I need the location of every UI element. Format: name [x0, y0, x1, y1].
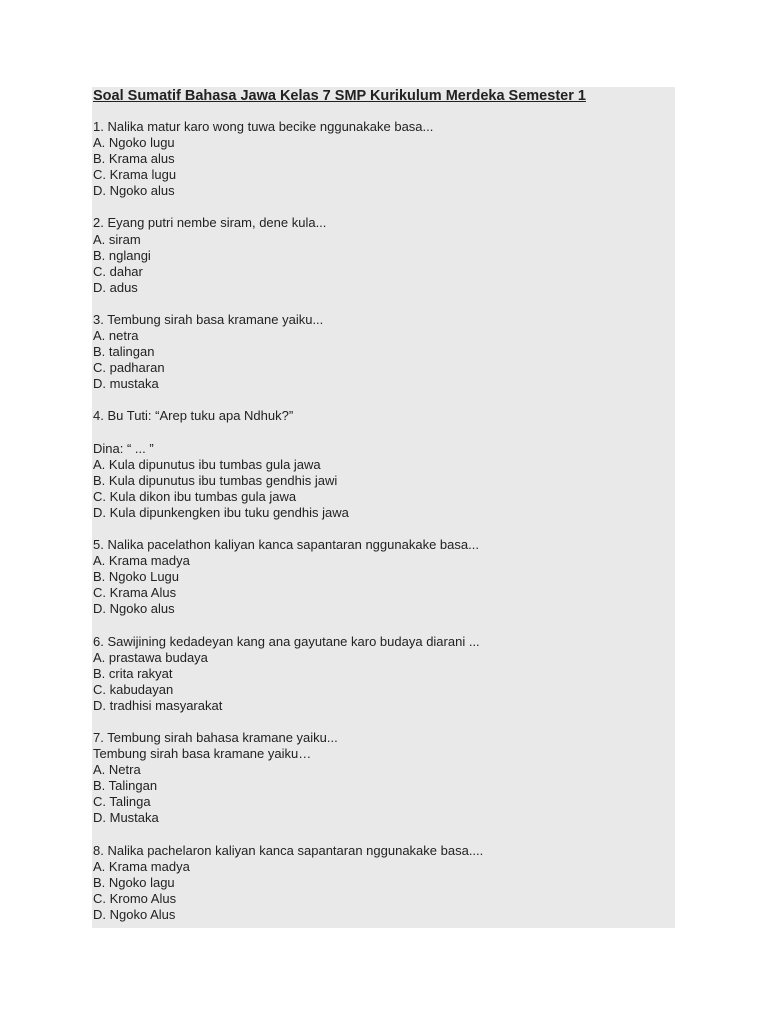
answer-option-b: B. Krama alus — [93, 151, 175, 167]
question-stem: 2. Eyang putri nembe siram, dene kula... — [93, 215, 327, 231]
answer-option-c: C. Talinga — [93, 794, 151, 810]
answer-option-d: D. mustaka — [93, 376, 159, 392]
answer-option-b: B. Kula dipunutus ibu tumbas gendhis jawi — [93, 472, 338, 488]
answer-option-b: B. Talingan — [93, 778, 158, 794]
answer-option-d: D. Ngoko alus — [93, 601, 175, 617]
answer-option-d: D. tradhisi masyarakat — [93, 697, 223, 713]
answer-option-a: A. Ngoko lugu — [93, 135, 175, 151]
answer-option-b: B. nglangi — [93, 247, 151, 263]
question-stem: 3. Tembung sirah basa kramane yaiku... — [93, 311, 324, 327]
document-content — [93, 86, 673, 939]
answer-option-d: D. Ngoko alus — [93, 183, 175, 199]
question-stem: 4. Bu Tuti: “Arep tuku apa Ndhuk?” — [93, 408, 294, 424]
question-2 — [93, 215, 673, 295]
answer-option-d: D. Ngoko Alus — [93, 906, 176, 922]
question-6 — [93, 634, 673, 714]
answer-option-a: A. Krama madya — [93, 858, 190, 874]
question-stem: 1. Nalika matur karo wong tuwa becike nggunakake basa... — [93, 119, 434, 134]
blank-line — [93, 425, 673, 441]
answer-option-d: D. adus — [93, 279, 138, 295]
dialogue-line: Dina: “ ... ” — [93, 440, 154, 456]
question-3 — [93, 312, 673, 392]
question-5 — [93, 537, 673, 617]
document-title: Soal Sumatif Bahasa Jawa Kelas 7 SMP Kurikulum Merdeka Semester 1 — [93, 88, 586, 104]
question-stem: 7. Tembung sirah bahasa kramane yaiku... — [93, 730, 338, 745]
question-stem: 5. Nalika pacelathon kaliyan kanca sapantaran nggunakake basa... — [93, 537, 479, 553]
answer-option-a: A. netra — [93, 328, 139, 344]
answer-option-c: C. Krama lugu — [93, 167, 177, 183]
answer-option-b: B. Ngoko Lugu — [93, 569, 180, 585]
question-1 — [93, 119, 673, 199]
answer-option-d: D. Kula dipunkengken ibu tuku gendhis jawa — [93, 504, 349, 520]
question-stem: 6. Sawijining kedadeyan kang ana gayutane karo budaya diarani ... — [93, 633, 480, 649]
question-7 — [93, 730, 673, 827]
answer-option-c: C. padharan — [93, 360, 165, 376]
answer-option-b: B. crita rakyat — [93, 665, 173, 681]
answer-option-a: A. Krama madya — [93, 553, 190, 569]
answer-option-a: A. Kula dipunutus ibu tumbas gula jawa — [93, 456, 321, 472]
question-4 — [93, 408, 673, 521]
answer-option-c: C. Kromo Alus — [93, 890, 177, 906]
question-stem: 8. Nalika pachelaron kaliyan kanca sapantaran nggunakake basa.... — [93, 842, 484, 858]
answer-option-a: A. siram — [93, 231, 141, 247]
answer-option-d: D. Mustaka — [93, 810, 159, 826]
answer-option-c: C. dahar — [93, 263, 143, 279]
answer-option-c: C. Krama Alus — [93, 585, 177, 601]
answer-option-a: A. prastawa budaya — [93, 649, 208, 665]
question-8 — [93, 843, 673, 923]
answer-option-a: A. Netra — [93, 762, 141, 778]
answer-option-b: B. talingan — [93, 344, 155, 360]
answer-option-b: B. Ngoko lagu — [93, 874, 175, 890]
answer-option-c: C. kabudayan — [93, 681, 174, 697]
question-stem-repeat: Tembung sirah basa kramane yaiku… — [93, 746, 312, 762]
answer-option-c: C. Kula dikon ibu tumbas gula jawa — [93, 488, 297, 504]
